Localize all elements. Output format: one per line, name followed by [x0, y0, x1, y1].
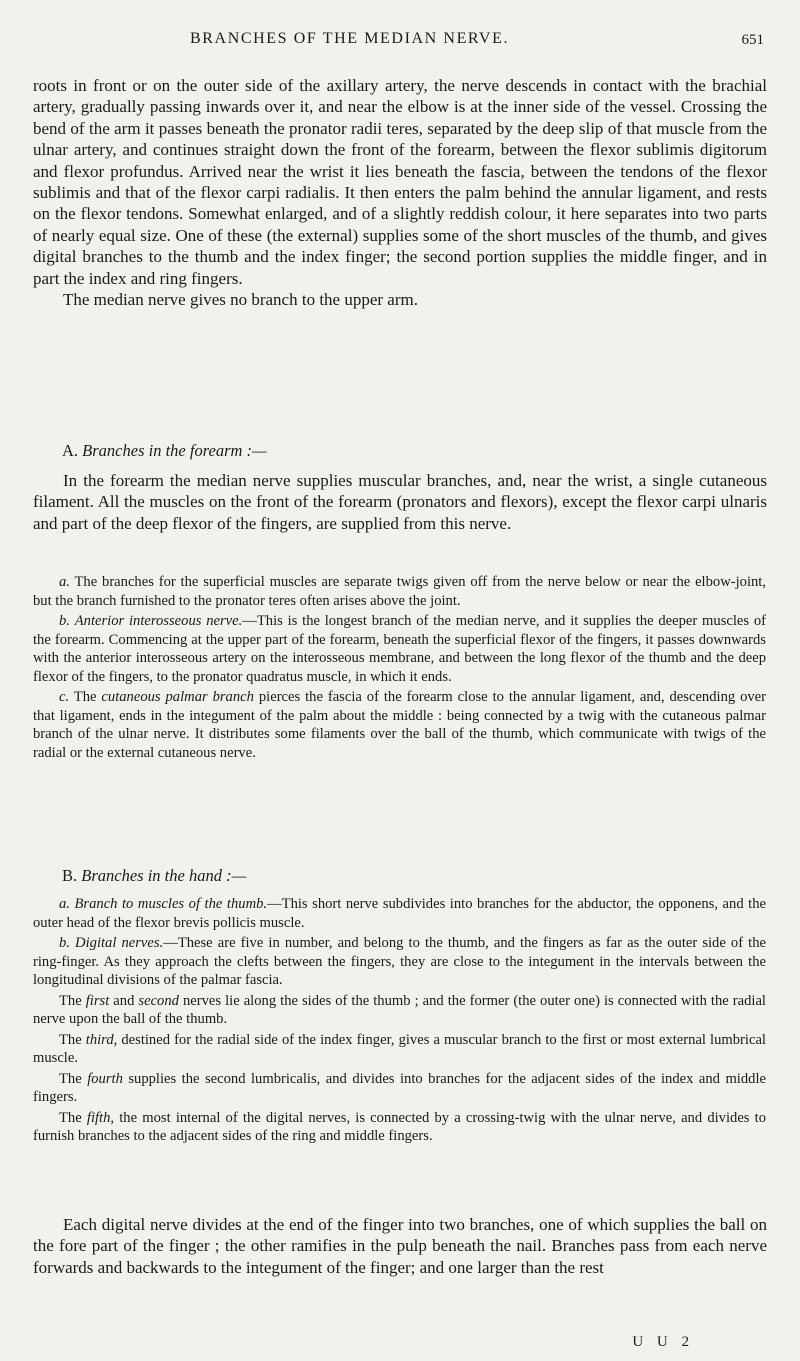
section-a-heading — [62, 441, 267, 461]
item-text: supplies the second lumbricalis, and divides into branches for the adjacent sides of the index and middle fingers. — [33, 1070, 766, 1105]
item-text: The branches for the superficial muscles are separate twigs given off from the nerve below or near the elbow-joint, but the branch furnished to the pronator teres often arises above the joint. — [33, 574, 766, 609]
section-b-items — [33, 895, 766, 1148]
item-text: nerves lie along the sides of the thumb ; and the former (the outer one) is connected with the radial nerve upon the ball of the thumb. — [33, 992, 766, 1027]
item-title: Anterior interosseous nerve. — [74, 613, 243, 629]
ordinal-second: second — [138, 992, 179, 1009]
section-a-block — [33, 470, 767, 534]
hand-item-b — [33, 934, 766, 990]
conjunction: and — [113, 992, 135, 1009]
running-header — [0, 30, 800, 54]
section-a-items — [33, 573, 766, 764]
digital-fifth — [33, 1109, 766, 1146]
forearm-item-b — [33, 612, 766, 686]
item-title: cutaneous palmar branch — [101, 689, 254, 705]
section-a-title: Branches in the forearm :— — [82, 441, 267, 460]
item-label: a. — [59, 896, 70, 912]
ordinal-first: first — [85, 992, 110, 1009]
ordinal-third: third, — [85, 1031, 118, 1048]
item-text: destined for the radial side of the index finger, gives a muscular branch to the first or most external lumbrical muscle. — [33, 1031, 766, 1066]
hand-item-a — [33, 895, 766, 932]
closing-paragraph: Each digital nerve divides at the end of the finger into two branches, one of which supplies the ball on the fore part of the finger ; the other ramifies in the pulp beneath the nail. Branches pass from each nerve forwards and backwards to the integument of the finger; and one larger than the rest — [33, 1215, 767, 1277]
section-b-letter: B. — [62, 866, 78, 885]
digital-first-second — [33, 992, 766, 1029]
item-prefix: The — [73, 689, 97, 705]
forearm-item-c — [33, 688, 766, 762]
item-label: a. — [59, 574, 70, 590]
intro-note: The median nerve gives no branch to the upper arm. — [63, 290, 418, 310]
item-title: Branch to muscles of the thumb. — [74, 896, 268, 912]
section-a-paragraph: In the forearm the median nerve supplies muscular branches, and, near the wrist, a single cutaneous filament. All the muscles on the front of the forearm (pronators and flexors), except the flexor carpi ulnaris and part of the deep flexor of the fingers, are supplied from this nerve. — [33, 471, 767, 533]
item-text: pierces the fascia of the forearm close to the annular ligament, and, descending over that ligament, ends in the integument of the palm about the middle : being connected by a twig with the cutaneous palmar branch of the ulnar nerve. It distributes some filaments over the ball of the thumb, which communicate with twigs of the radial or the external cutaneous nerve. — [33, 689, 767, 761]
item-text: —This is the longest branch of the median nerve, and it supplies the deeper muscles of the forearm. Commencing at the upper part of the forearm, beneath the superficial flexor of the fingers, it passes downwards with the anterior interosseous artery on the interosseous membrane, and between the long flexor of the thumb and the deep flexor of the fingers, to the pronator quadratus muscle, in which it ends. — [33, 613, 767, 685]
running-title: BRANCHES OF THE MEDIAN NERVE. — [190, 30, 510, 47]
page-number: 651 — [741, 32, 764, 48]
ordinal-fifth: fifth, — [86, 1109, 115, 1126]
section-b-heading — [62, 866, 246, 886]
intro-paragraph: roots in front or on the outer side of the axillary artery, the nerve descends in contact with the brachial artery, gradually passing inwards over it, and near the elbow is at the inner side of the vessel. Crossing the bend of the arm it passes beneath the pronator radii teres, separated by the deep slip of that muscle from the ulnar artery, and continues straight down the front of the forearm, between the flexor sublimis digitorum and flexor profundus. Arrived near the wrist it lies beneath the fascia, between the tendons of the flexor sublimis and that of the flexor carpi radialis. It then enters the palm behind the annular ligament, and rests on the flexor tendons. Somewhat enlarged, and of a slightly reddish colour, it here separates into two parts of nearly equal size. One of these (the external) supplies some of the short muscles of the thumb, and gives digital branches to the thumb and the index finger; the second portion supplies the middle finger, and in part the index and ring fingers. — [33, 76, 767, 288]
digital-fourth — [33, 1070, 766, 1107]
intro-block — [33, 75, 767, 310]
item-title: Digital nerves. — [75, 935, 164, 951]
section-b-title: Branches in the hand :— — [81, 866, 247, 885]
item-text: —This short nerve subdivides into branches for the abductor, the opponens, and the outer head of the flexor brevis pollicis muscle. — [33, 896, 766, 931]
section-a-letter: A. — [62, 441, 79, 460]
item-prefix: The — [59, 992, 82, 1009]
item-label: c. — [59, 689, 70, 705]
item-label: b. — [59, 935, 70, 951]
item-prefix: The — [59, 1109, 82, 1126]
item-prefix: The — [59, 1031, 82, 1048]
digital-third — [33, 1031, 766, 1068]
item-prefix: The — [59, 1070, 82, 1087]
item-label: b. — [59, 613, 70, 629]
signature-mark: U U 2 — [632, 1334, 694, 1350]
forearm-item-a — [33, 573, 766, 610]
ordinal-fourth: fourth — [87, 1070, 123, 1087]
closing-block — [33, 1214, 767, 1278]
item-text: the most internal of the digital nerves, is connected by a crossing-twig with the ulnar nerve, and divides to furnish branches to the adjacent sides of the ring and middle fingers. — [33, 1109, 767, 1144]
item-text: —These are five in number, and belong to the thumb, and the fingers as far as the outer side of the ring-finger. As they approach the clefts between the fingers, they are close to the integument in the intervals between the longitudinal divisions of the palmar fascia. — [33, 935, 766, 988]
